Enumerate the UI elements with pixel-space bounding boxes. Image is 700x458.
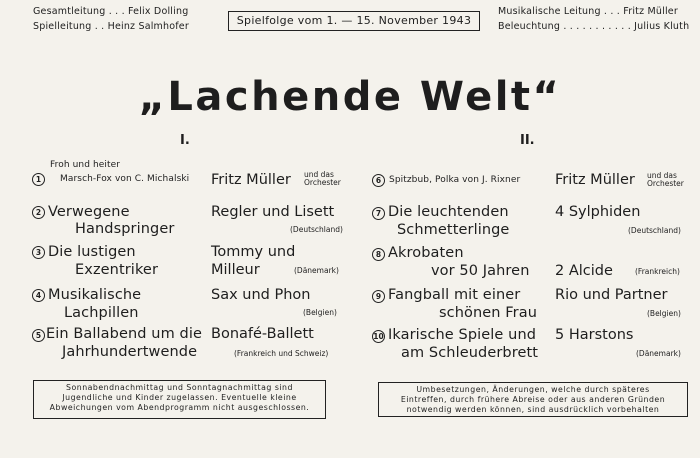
- act-country: (Belgien): [647, 309, 681, 318]
- act-number: 10: [373, 332, 384, 341]
- act-title: Ein Ballabend um die: [46, 326, 202, 342]
- act-note: und das Orchester: [304, 170, 341, 187]
- page-title: „Lachende Welt“: [138, 74, 562, 120]
- act-subtitle: Exzentriker: [75, 262, 159, 278]
- act-title: Froh und heiter: [50, 160, 121, 170]
- act-number: 3: [32, 246, 45, 259]
- act-country: (Dänemark): [294, 266, 339, 275]
- act-number: 8: [372, 248, 385, 261]
- notice-line: Jugendliche und Kinder zugelassen. Eventuelle kleine: [62, 393, 297, 402]
- credit-line: Spielleitung . . Heinz Salmhofer: [33, 21, 189, 32]
- act-performer: Sax und Phon: [211, 287, 311, 303]
- credit-line: Musikalische Leitung . . . Fritz Müller: [498, 6, 678, 17]
- act-title: Verwegene: [48, 204, 130, 220]
- act-performer: Rio und Partner: [555, 287, 668, 303]
- notice-line: Abweichungen vom Abendprogramm nicht ausgeschlossen.: [49, 403, 310, 412]
- act-note: und das Orchester: [647, 171, 684, 188]
- act-subtitle: vor 50 Jahren: [431, 263, 530, 279]
- act-subtitle: Lachpillen: [64, 305, 139, 321]
- act-title: Fangball mit einer: [388, 287, 521, 303]
- act-performer: Tommy und: [211, 244, 296, 260]
- act-country: (Frankreich und Schweiz): [234, 349, 329, 358]
- act-number: 5: [32, 329, 45, 342]
- notice-line: Eintreffen, durch frühere Abreise oder aus anderen Gründen: [400, 395, 666, 404]
- act-performer: Fritz Müller: [211, 172, 291, 188]
- act-performer: 4 Sylphiden: [555, 204, 641, 220]
- act-subtitle: Jahrhundertwende: [62, 344, 198, 360]
- act-country: (Deutschland): [290, 225, 343, 234]
- act-country: (Deutschland): [628, 226, 681, 235]
- act-subtitle: am Schleuderbrett: [401, 345, 539, 361]
- notice-line: Umbesetzungen, Änderungen, welche durch späteres: [416, 385, 650, 394]
- act-title: Die leuchtenden: [388, 204, 509, 220]
- act-number: 9: [372, 290, 385, 303]
- act-country: (Dänemark): [636, 349, 681, 358]
- credits-right: [498, 4, 689, 34]
- act-title: Spitzbub, Polka von J. Rixner: [389, 175, 521, 185]
- notice-right: [378, 382, 688, 417]
- act-performer: Bonafé-Ballett: [211, 326, 314, 342]
- act-number: 1: [32, 173, 45, 186]
- act-performer: Regler und Lisett: [211, 204, 335, 220]
- notice-left: [33, 380, 326, 419]
- act-title: Ikarische Spiele und: [388, 327, 537, 343]
- act-performer: 2 Alcide: [555, 263, 613, 279]
- act-subtitle: Schmetterlinge: [397, 222, 510, 238]
- act-subtitle: schönen Frau: [439, 305, 538, 321]
- act-title: Musikalische: [48, 287, 142, 303]
- act-performer: 5 Harstons: [555, 327, 634, 343]
- act-country: (Frankreich): [635, 267, 680, 276]
- act-number: 4: [32, 289, 45, 302]
- notice-line: Sonnabendnachmittag und Sonntagnachmittag sind: [66, 383, 293, 392]
- act-performer: Milleur: [211, 262, 260, 278]
- act-performer: Fritz Müller: [555, 172, 635, 188]
- section-heading-2: II.: [520, 133, 535, 148]
- act-number: 7: [372, 207, 385, 220]
- section-heading-1: I.: [180, 133, 190, 148]
- notice-line: notwendig werden können, sind ausdrücklich vorbehalten: [406, 405, 660, 414]
- credit-line: Gesamtleitung . . . Felix Dolling: [33, 6, 189, 17]
- act-country: (Belgien): [303, 308, 337, 317]
- act-number: 2: [32, 206, 45, 219]
- credits-left: [33, 4, 189, 34]
- credit-line: Beleuchtung . . . . . . . . . . . Julius Kluth: [498, 21, 690, 32]
- act-number: 6: [372, 174, 385, 187]
- act-subtitle: Marsch-Fox von C. Michalski: [60, 174, 190, 184]
- date-box: Spielfolge vom 1. — 15. November 1943: [228, 11, 480, 31]
- act-subtitle: Handspringer: [75, 221, 175, 237]
- act-title: Die lustigen: [48, 244, 136, 260]
- act-title: Akrobaten: [388, 245, 464, 261]
